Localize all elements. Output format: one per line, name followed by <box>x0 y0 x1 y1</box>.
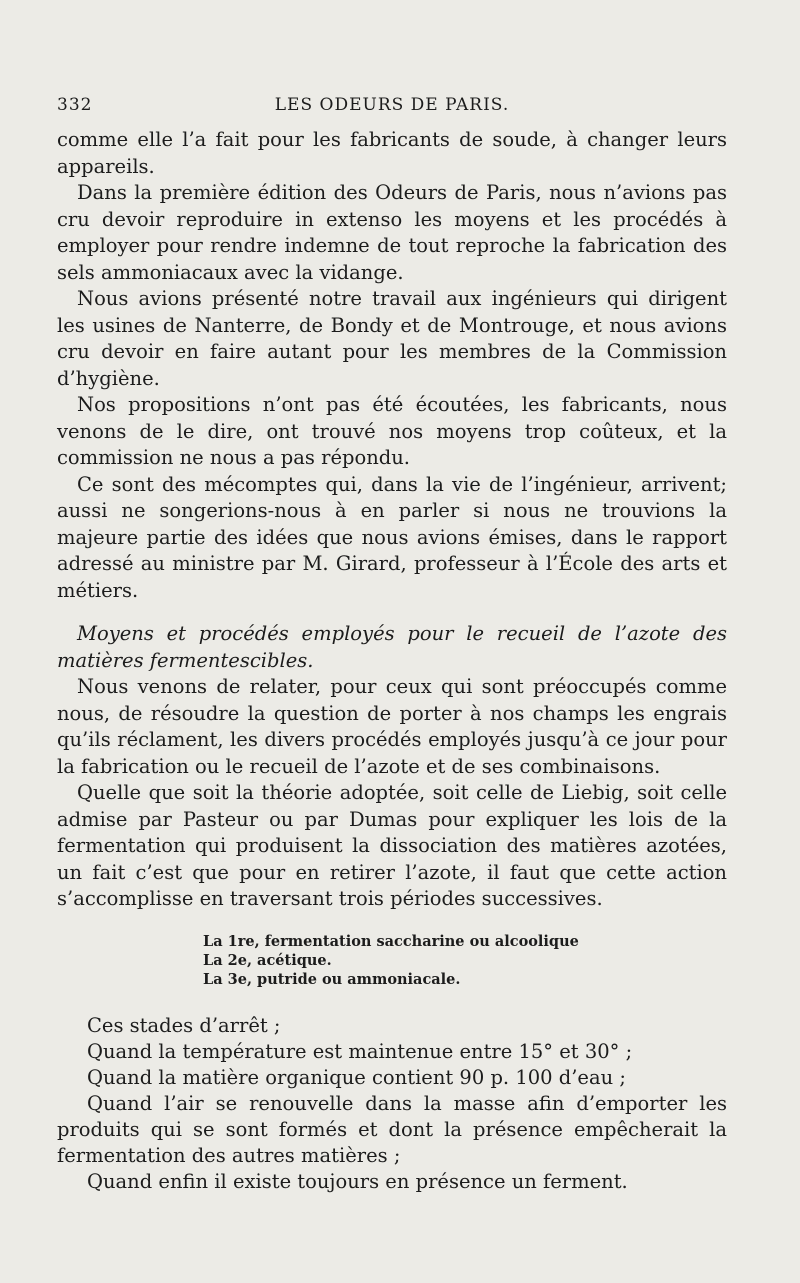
paragraph: Nous venons de relater, pour ceux qui sont préoccupés comme nous, de résoudre la question de porter à nos champs les engrais qu’ils réclament, les divers procédés employés jusqu’à ce jour pour la fabrication ou le recueil de l’azote et de ses combinaisons. <box>57 675 727 778</box>
paragraph: Ce sont des mécomptes qui, dans la vie de l’ingénieur, arrivent; aussi ne songerions-nous à en parler si nous ne trouvions la majeure partie des idées que nous avions émises, dans le rapport adressé au ministre par M. Girard, professeur à l’École des arts et métiers. <box>57 472 727 602</box>
fermentation-periods-list <box>203 932 603 989</box>
paragraph: Quelle que soit la théorie adoptée, soit celle de Liebig, soit celle admise par Pasteur ou par Dumas pour expliquer les lois de la fermentation qui produisent la dissociation des matières azotées, un fait c’est que pour en retirer l’azote, il faut que cette action s’accomplisse en traversant trois périodes successives. <box>57 781 727 910</box>
main-text <box>57 127 727 913</box>
list-item: Quand la température est maintenue entre 15° et 30° ; <box>87 1040 633 1063</box>
paragraph: Nous avions présenté notre travail aux ingénieurs qui dirigent les usines de Nanterre, de Bondy et de Montrouge, et nous avions cru devoir en faire autant pour les membres de la Commission d’hygiène. <box>57 287 727 390</box>
conditions-list <box>57 1013 727 1195</box>
list-item: Quand l’air se renouvelle dans la masse afin d’emporter les produits qui se sont formés et dont la présence empêcherait la fermentation des autres matières ; <box>57 1092 727 1167</box>
list-item: Quand la matière organique contient 90 p. 100 d’eau ; <box>87 1066 626 1089</box>
list-item: Ces stades d’arrêt ; <box>87 1014 281 1037</box>
running-title: LES ODEURS DE PARIS. <box>274 95 510 115</box>
page-header <box>57 95 727 119</box>
list-item: La 2e, acétique. <box>203 952 332 969</box>
section-title: Moyens et procédés employés pour le recueil de l’azote des matières fermentescibles. <box>57 622 727 672</box>
page-number: 332 <box>57 95 93 115</box>
paragraph: Nos propositions n’ont pas été écoutées, les fabricants, nous venons de le dire, ont trouvé nos moyens trop coûteux, et la commission ne nous a pas répondu. <box>57 393 727 469</box>
paragraph: comme elle l’a fait pour les fabricants de soude, à changer leurs appareils. <box>57 128 727 178</box>
paragraph: Dans la première édition des Odeurs de Paris, nous n’avions pas cru devoir reproduire in extenso les moyens et les procédés à employer pour rendre indemne de tout reproche la fabrication des sels ammoniacaux avec la vidange. <box>57 181 727 284</box>
list-item: Quand enfin il existe toujours en présence un ferment. <box>87 1170 628 1193</box>
list-item: La 1re, fermentation saccharine ou alcoolique <box>203 933 579 950</box>
list-item: La 3e, putride ou ammoniacale. <box>203 971 461 988</box>
